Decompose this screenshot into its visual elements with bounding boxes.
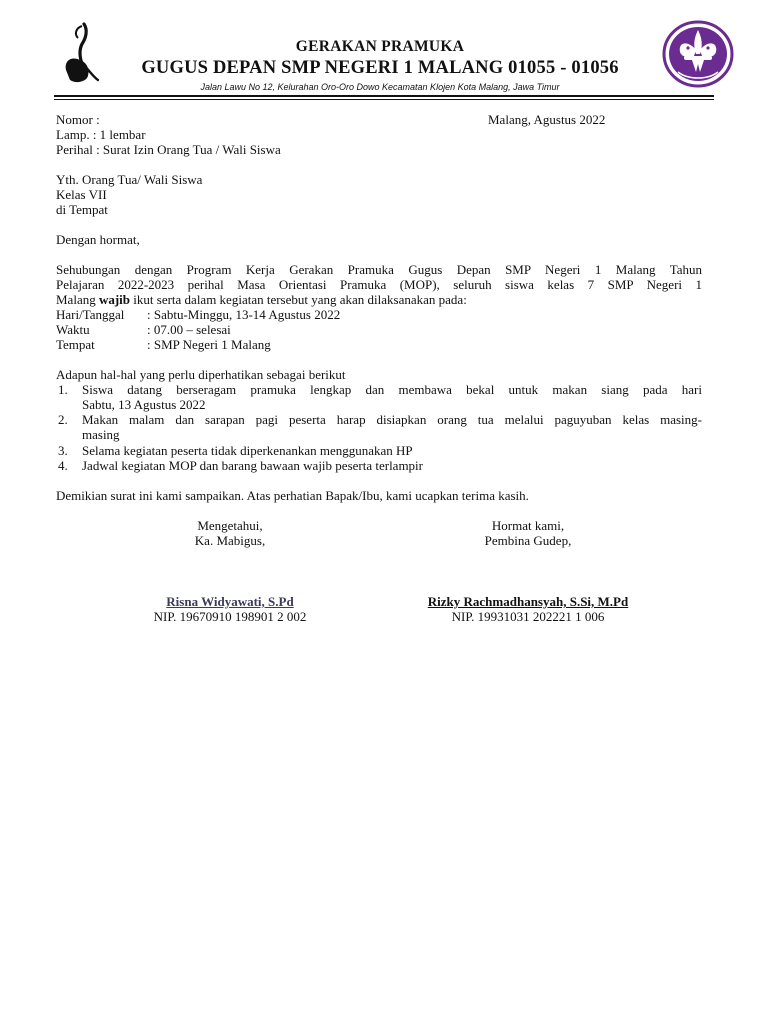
schedule-value-time: : 07.00 – selesai [147, 322, 231, 337]
organization-name: GERAKAN PRAMUKA [295, 38, 465, 55]
schedule-label-place: Tempat [56, 337, 95, 352]
note-number-3: 3. [58, 443, 68, 458]
closing-sentence: Demikian surat ini kami sampaikan. Atas perhatian Bapak/Ibu, kami ucapkan terima kasih. [56, 488, 529, 503]
signature-left-nip: NIP. 19670910 198901 2 002 [153, 609, 307, 624]
place-date: Malang, Agustus 2022 [488, 112, 606, 127]
subject: Perihal : Surat Izin Orang Tua / Wali Siswa [56, 142, 281, 157]
note-2-line-2: masing [82, 427, 120, 442]
intro-line-3-bold: wajib [98, 292, 131, 307]
world-scout-emblem-icon [662, 20, 734, 88]
intro-line-3 [56, 292, 467, 307]
schedule-label-date: Hari/Tanggal [56, 307, 125, 322]
intro-line-3-post: ikut serta dalam kegiatan tersebut yang akan dilaksanakan pada: [130, 292, 467, 307]
intro-line-3-pre: Malang [56, 292, 99, 307]
note-number-2: 2. [58, 412, 68, 427]
intro-line-1: Sehubungan dengan Program Kerja Gerakan Pramuka Gugus Depan SMP Negeri 1 Malang Tahun [56, 262, 702, 277]
schedule-value-place: : SMP Negeri 1 Malang [147, 337, 271, 352]
note-1-line-2: Sabtu, 13 Agustus 2022 [82, 397, 206, 412]
signature-left-line-1: Mengetahui, [197, 518, 263, 533]
signature-left-name: Risna Widyawati, S.Pd [166, 594, 294, 609]
note-number-1: 1. [58, 382, 68, 397]
unit-name: GUGUS DEPAN SMP NEGERI 1 MALANG 01055 - 01056 [141, 58, 619, 78]
greeting: Dengan hormat, [56, 232, 140, 247]
letterhead-rule-thick [54, 95, 714, 97]
note-4-line-1: Jadwal kegiatan MOP dan barang bawaan wajib peserta terlampir [82, 458, 424, 473]
schedule-label-time: Waktu [56, 322, 90, 337]
tunas-kelapa-logo-icon [58, 20, 102, 88]
recipient-line-1: Yth. Orang Tua/ Wali Siswa [56, 172, 203, 187]
note-2-line-1: Makan malam dan sarapan pagi peserta harap disiapkan orang tua melalui paguyuban kelas masing- [82, 412, 702, 427]
note-3-line-1: Selama kegiatan peserta tidak diperkenankan menggunakan HP [82, 443, 413, 458]
signature-right-nip: NIP. 19931031 202221 1 006 [451, 609, 605, 624]
intro-line-2: Pelajaran 2022-2023 perihal Masa Orientasi Pramuka (MOP), seluruh siswa kelas 7 SMP Negeri 1 [56, 277, 702, 292]
recipient-line-2: Kelas VII [56, 187, 107, 202]
signature-right-line-1: Hormat kami, [491, 518, 565, 533]
signature-left-line-2: Ka. Mabigus, [194, 533, 266, 548]
letter-number: Nomor : [56, 112, 100, 127]
note-number-4: 4. [58, 458, 68, 473]
recipient-line-3: di Tempat [56, 202, 108, 217]
notes-intro: Adapun hal-hal yang perlu diperhatikan sebagai berikut [56, 367, 346, 382]
attachment: Lamp. : 1 lembar [56, 127, 146, 142]
signature-right-line-2: Pembina Gudep, [484, 533, 572, 548]
letterhead-rule-thin [54, 99, 714, 100]
organization-address: Jalan Lawu No 12, Kelurahan Oro-Oro Dowo Kecamatan Klojen Kota Malang, Jawa Timur [200, 82, 560, 92]
schedule-value-date: : Sabtu-Minggu, 13-14 Agustus 2022 [147, 307, 341, 322]
note-1-line-1: Siswa datang berseragam pramuka lengkap dan membawa bekal untuk makan siang pada hari [82, 382, 702, 397]
signature-right-name: Rizky Rachmadhansyah, S.Si, M.Pd [427, 594, 629, 609]
